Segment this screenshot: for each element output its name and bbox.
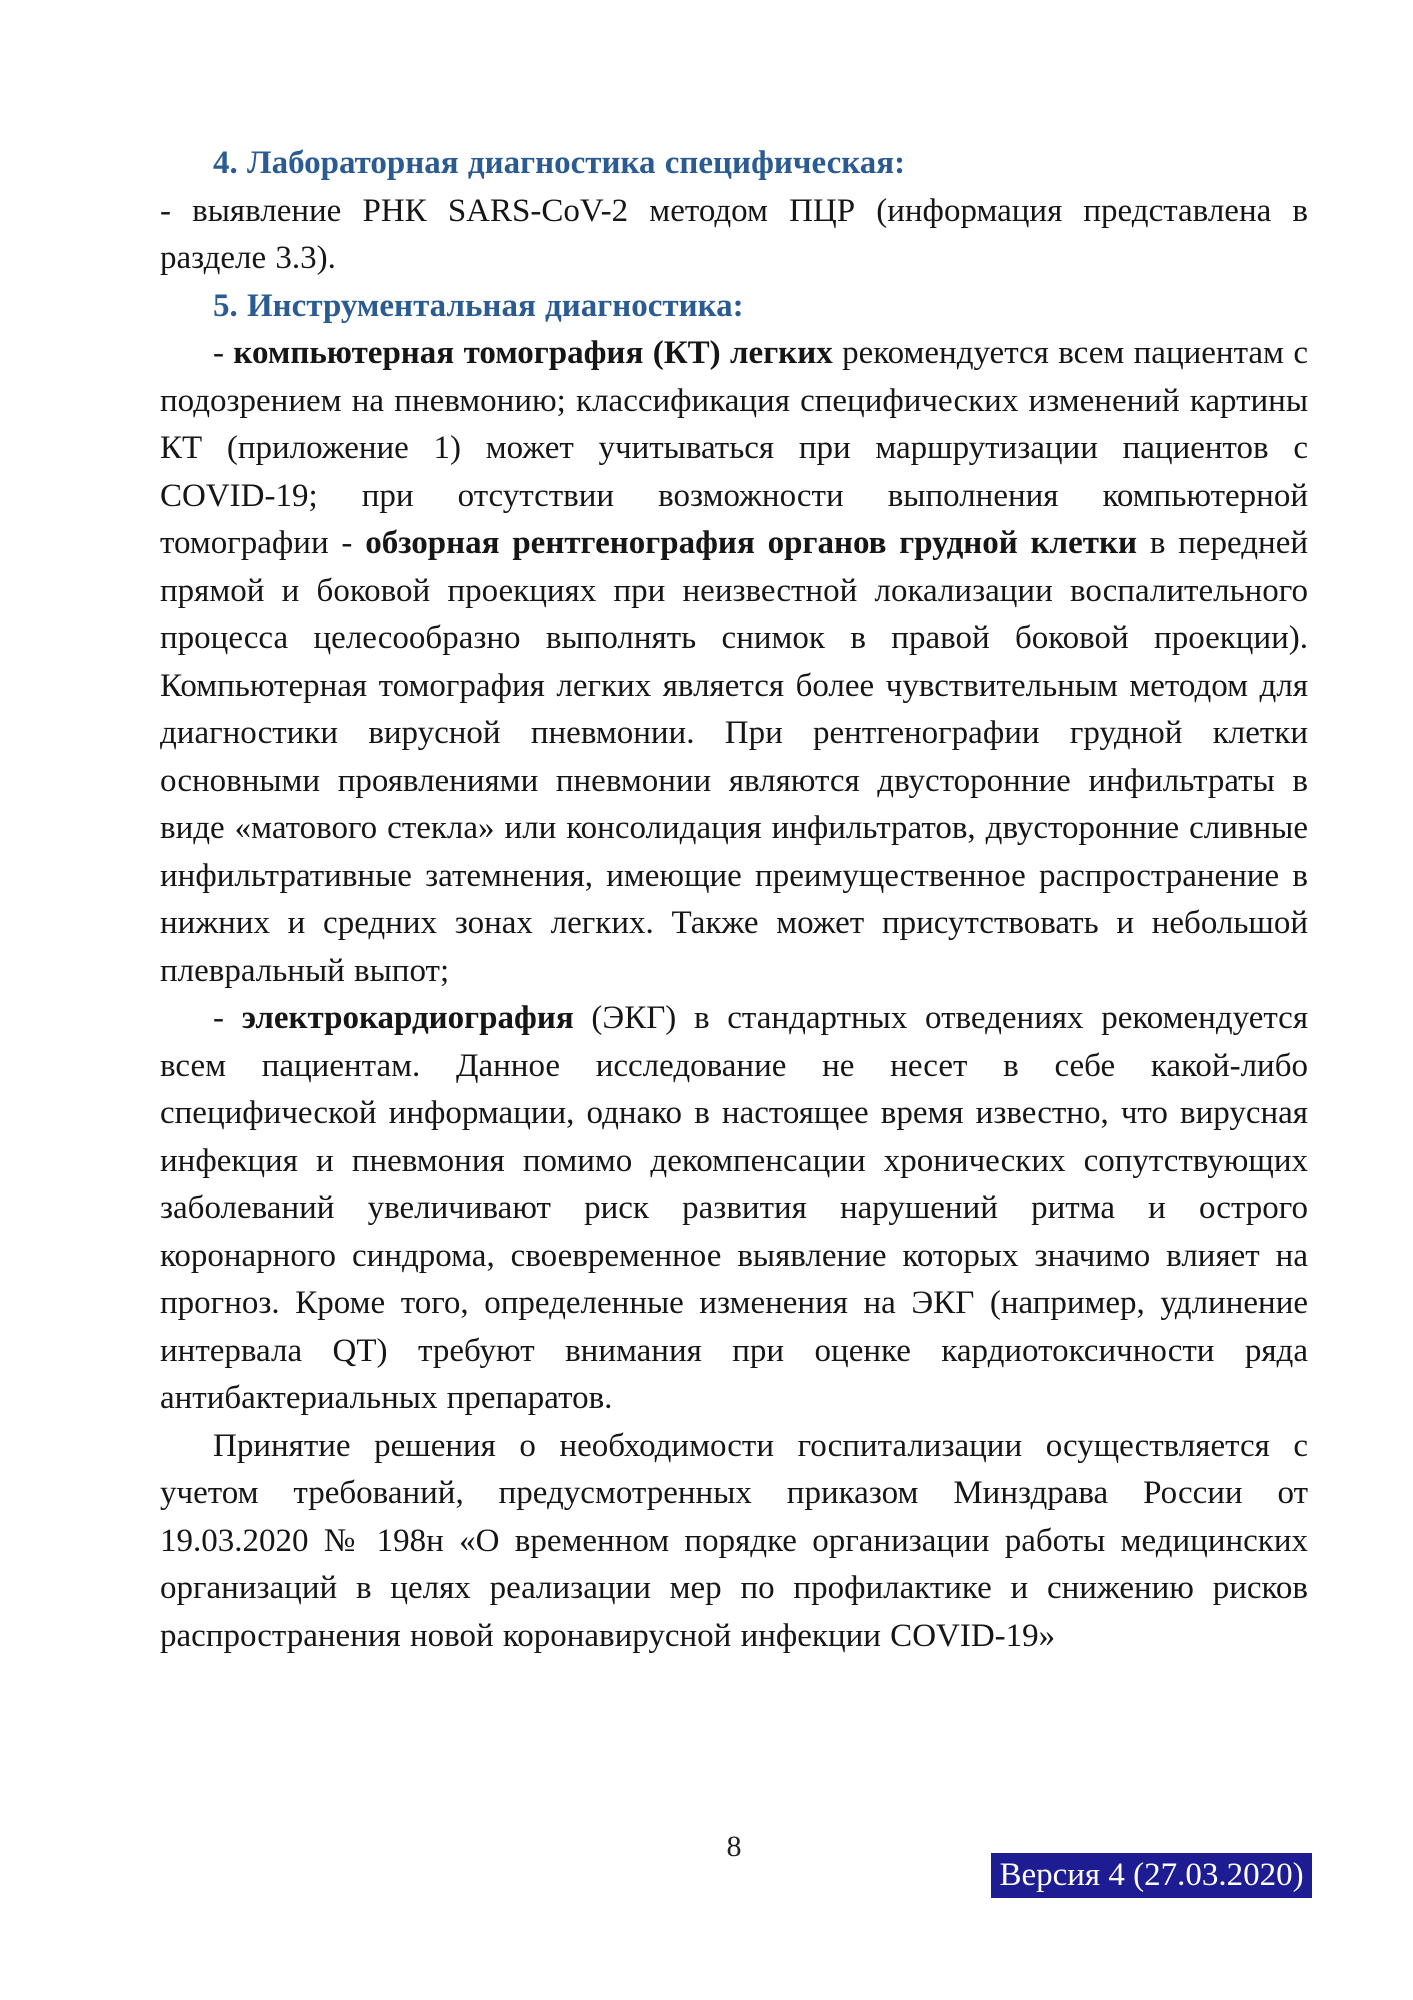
section-heading-instrumental-diagnostics-run-0: 5. Инструментальная диагностика: [213, 287, 744, 324]
paragraph-ecg-run-2: (ЭКГ) в стандартных отведениях рекомендуется всем пациентам. Данное исследование не несет в себе какой-либо специфической информации, однако в настоящее время известно, что вирусная инфекция и пневмония помимо декомпенсации хронических сопутствующих заболеваний увеличивают риск развития нарушений ритма и острого коронарного синдрома, своевременное выявление которых значимо влияет на прогноз. Кроме того, определенные изменения на ЭКГ (например, удлинение интервала QT) требуют внимания при оценке кардиотоксичности ряда антибактериальных препаратов. [160, 1000, 1308, 1416]
paragraph-ct-run-2: рекомендуется всем пациентам с подозрением на пневмонию; классификация специфических изменений картины КТ (приложение 1) может учитываться при маршрутизации пациентов с COVID-19; при отсутствии возможности выполнения компьютерной томографии - [160, 335, 1308, 561]
paragraph-ecg [160, 995, 1308, 1423]
section-heading-lab-diagnostics-run-0: 4. Лабораторная диагностика специфическая: [213, 145, 906, 181]
paragraph-ct-run-3: обзорная рентгенография органов грудной клетки [365, 525, 1138, 561]
paragraph-ct-run-0: - [213, 335, 234, 371]
paragraph-hospitalization [160, 1423, 1308, 1661]
paragraph-ecg-run-0: - [213, 1000, 242, 1036]
paragraph-ct-run-4: в передней прямой и боковой проекциях при неизвестной локализации воспалительного процесса целесообразно выполнять снимок в правой боковой проекции). Компьютерная томография легких является более чувствительным методом для диагностики вирусной пневмонии. При рентгенографии грудной клетки основными проявлениями пневмонии являются двусторонние инфильтраты в виде «матового стекла» или консолидация инфильтратов, двусторонние сливные инфильтративные затемнения, имеющие преимущественное распространение в нижних и средних зонах легких. Также может присутствовать и небольшой плевральный выпот; [160, 525, 1308, 989]
paragraph-ct [160, 330, 1308, 995]
paragraph-ecg-run-1: электрокардиография [241, 1000, 574, 1036]
section-heading-instrumental-diagnostics [160, 283, 1308, 331]
version-badge: Версия 4 (27.03.2020) [991, 1853, 1312, 1898]
page-number: 8 [726, 1830, 742, 1863]
paragraph-ct-run-1: компьютерная томография (КТ) легких [233, 335, 833, 371]
section-heading-lab-diagnostics [160, 140, 1308, 188]
paragraph-hospitalization-run-0: Принятие решения о необходимости госпитализации осуществляется с учетом требований, предусмотренных приказом Минздрава России от 19.03.2020 № 198н «О временном порядке организации работы медицинских организаций в целях реализации мер по профилактике и снижению рисков распространения новой коронавирусной инфекции COVID-19» [160, 1427, 1308, 1654]
paragraph-pcr [160, 188, 1308, 283]
paragraph-pcr-run-0: - выявление РНК SARS-CoV-2 методом ПЦР (информация представлена в разделе 3.3). [160, 192, 1308, 276]
document-content [160, 140, 1308, 1660]
